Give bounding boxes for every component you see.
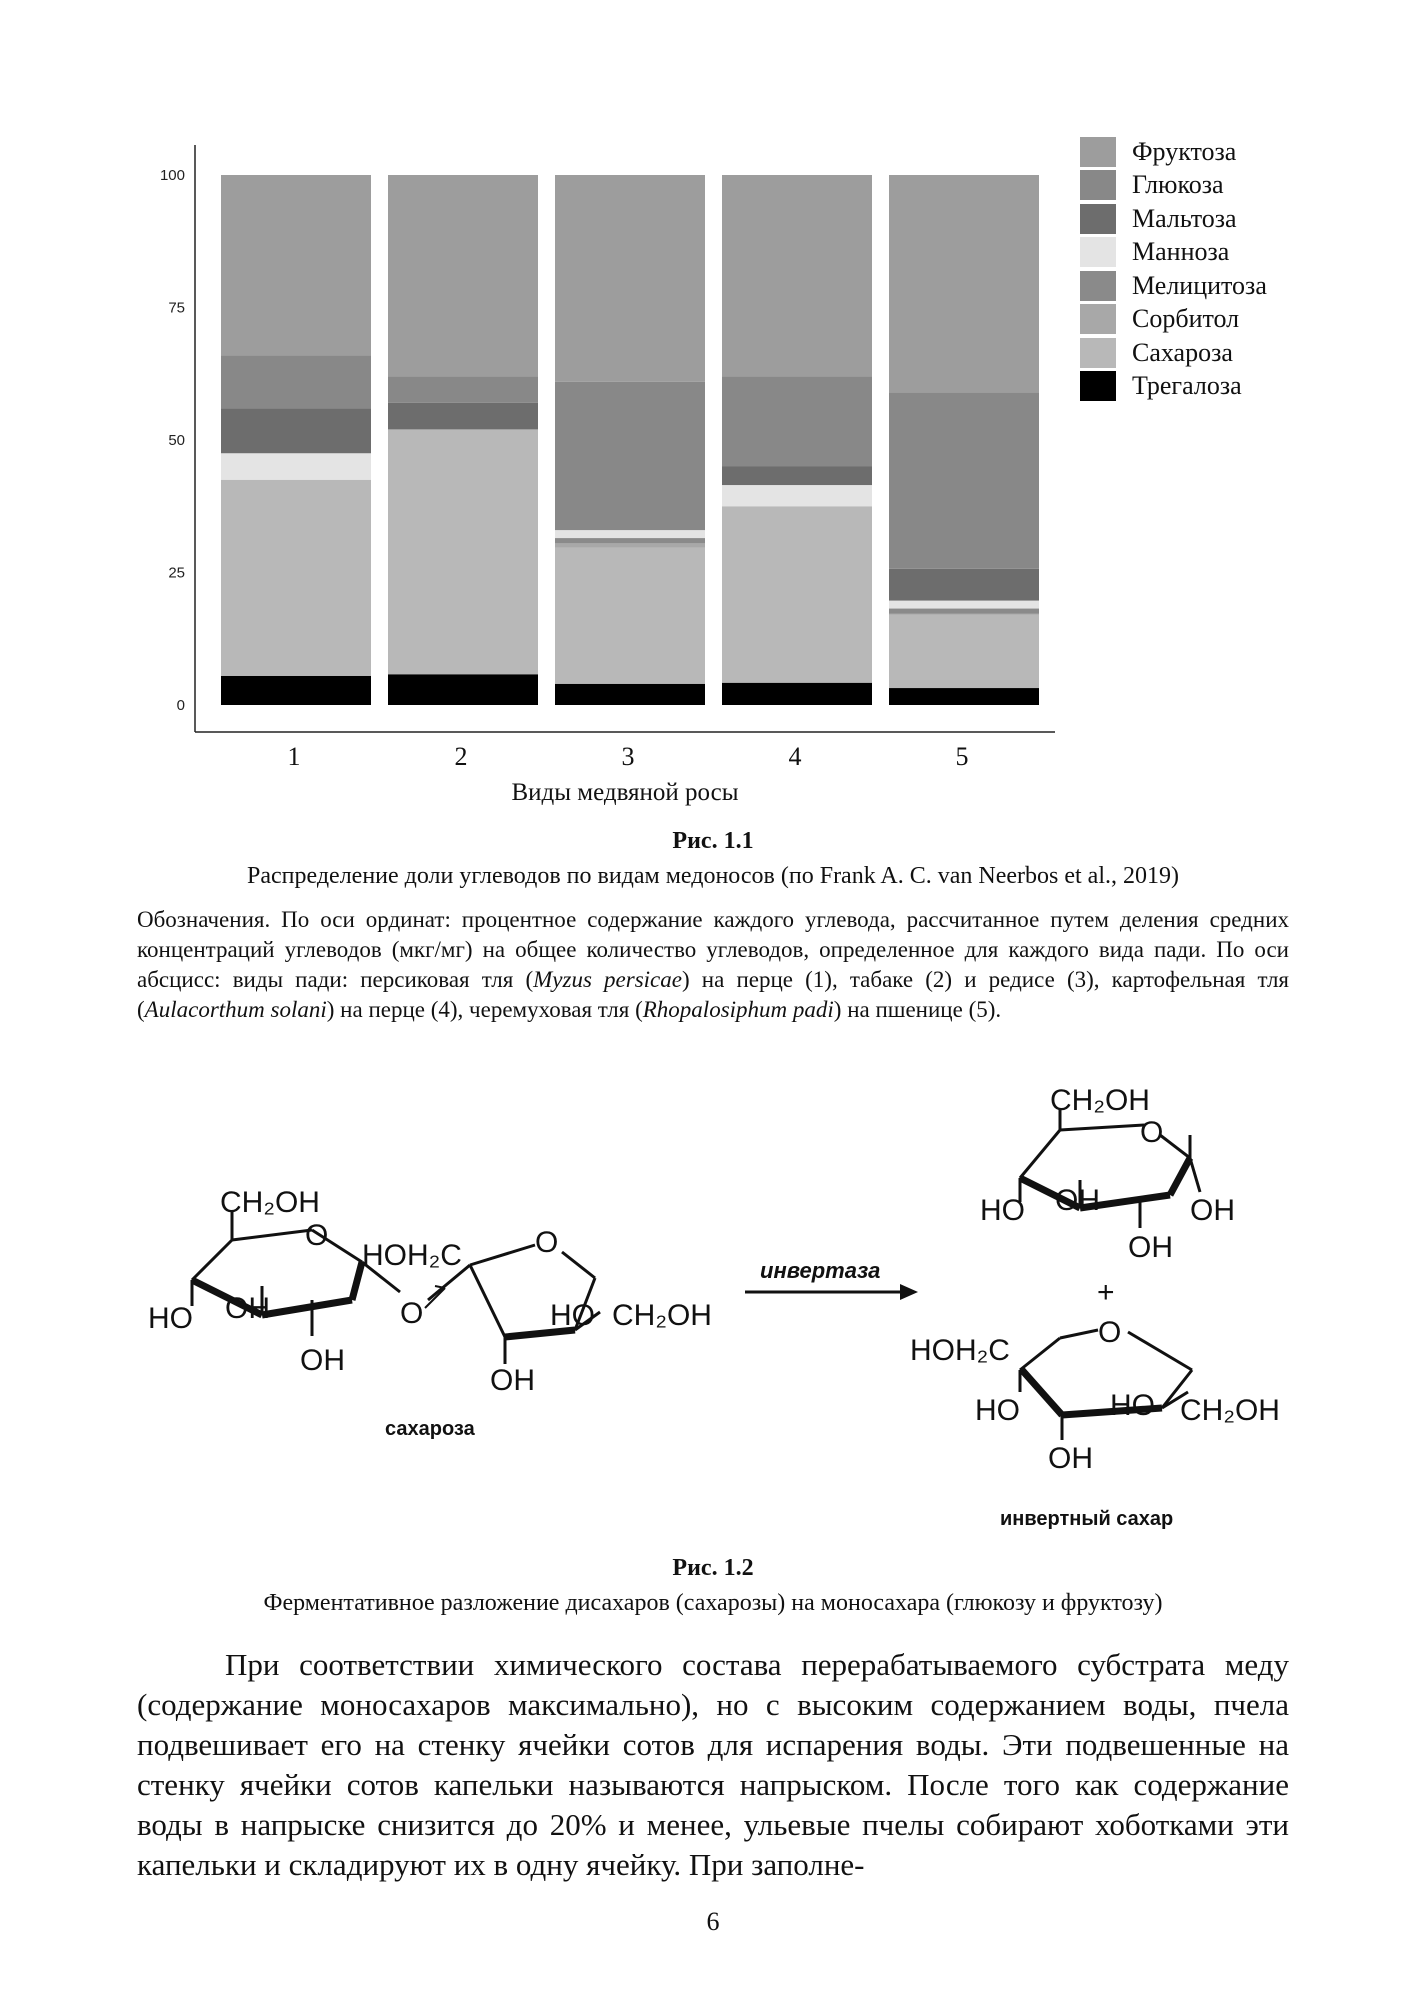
glucose-ch2oh: CH₂OH bbox=[1050, 1084, 1150, 1117]
legend-swatch bbox=[1080, 137, 1116, 167]
legend-label: Сахароза bbox=[1132, 337, 1233, 367]
sucrose-ho-left: HO bbox=[148, 1302, 193, 1335]
legend-label: Глюкоза bbox=[1132, 170, 1224, 200]
legend-item bbox=[1080, 202, 1267, 236]
legend-swatch bbox=[1080, 338, 1116, 368]
bar-segment bbox=[388, 175, 538, 376]
chart-legend bbox=[1080, 135, 1267, 403]
bar-segment bbox=[722, 683, 872, 705]
y-tick-label: 50 bbox=[168, 432, 185, 449]
bar-segment bbox=[388, 674, 538, 705]
bar-segment bbox=[388, 403, 538, 430]
sucrose-ch2oh-right: CH₂OH bbox=[612, 1299, 712, 1332]
invert-sugar-label: инвертный сахар bbox=[1000, 1508, 1174, 1530]
fructose-ho-left: HO bbox=[975, 1394, 1020, 1427]
sucrose-hoh2c: HOH₂C bbox=[362, 1239, 462, 1272]
species-rhopalosiphum: Rhopalosiphum padi bbox=[642, 997, 834, 1022]
plus-sign: + bbox=[1097, 1276, 1115, 1309]
species-aulacorthum: Aulacorthum solani bbox=[144, 997, 327, 1022]
x-tick-label: 2 bbox=[454, 742, 468, 771]
fructose-ho-right: HO bbox=[1110, 1389, 1155, 1422]
sucrose-glucose-ring bbox=[192, 1210, 400, 1336]
glucose-oh-bottom: OH bbox=[1128, 1231, 1173, 1264]
figure-1-caption: Распределение доли углеводов по видам медоносов (по Frank A. C. van Neerbos et al., 2019) bbox=[247, 863, 1179, 889]
enzyme-label: инвертаза bbox=[760, 1258, 881, 1283]
legend-item bbox=[1080, 169, 1267, 203]
legend-label: Трегалоза bbox=[1132, 371, 1242, 401]
fructose-hoh2c: HOH₂C bbox=[910, 1334, 1010, 1367]
legend-item bbox=[1080, 135, 1267, 169]
bar-segment bbox=[722, 467, 872, 486]
y-tick-label: 0 bbox=[176, 697, 185, 714]
bar-segment bbox=[889, 569, 1039, 601]
x-ticks bbox=[288, 742, 969, 771]
legend-swatch bbox=[1080, 204, 1116, 234]
sucrose-oh-bottom: OH bbox=[300, 1344, 345, 1377]
figure-1-title: Рис. 1.1 bbox=[672, 828, 754, 854]
bar-segment bbox=[555, 530, 705, 538]
legend-label: Мелицитоза bbox=[1132, 270, 1267, 300]
bar-segment bbox=[555, 382, 705, 530]
bar-segment bbox=[722, 485, 872, 506]
bar-segment bbox=[889, 175, 1039, 392]
bar-segment bbox=[555, 684, 705, 705]
sucrose-ring-o1: O bbox=[305, 1219, 329, 1252]
reaction-arrowhead bbox=[900, 1284, 918, 1300]
notes-text-3: ) на перце (4), черемуховая тля ( bbox=[326, 997, 643, 1022]
legend-label: Фруктоза bbox=[1132, 136, 1237, 166]
bar-segment bbox=[221, 480, 371, 676]
sucrose-ch2oh: CH₂OH bbox=[220, 1186, 320, 1219]
x-axis-label: Виды медвяной росы bbox=[511, 779, 739, 806]
bar-segment bbox=[555, 175, 705, 382]
bar-segment bbox=[889, 615, 1039, 688]
legend-item bbox=[1080, 336, 1267, 370]
sucrose-hydrolysis-scheme bbox=[0, 1080, 1426, 1550]
figure-notes bbox=[137, 905, 1289, 1025]
glucose-ring bbox=[1020, 1108, 1200, 1228]
bar-segment bbox=[221, 355, 371, 408]
glucose-oh-inner: OH bbox=[1055, 1184, 1100, 1217]
sucrose-ring-o2: O bbox=[535, 1226, 559, 1259]
fructose-oh-bottom: OH bbox=[1048, 1442, 1093, 1475]
bar-segment bbox=[722, 175, 872, 376]
sucrose-oh-inner: OH bbox=[225, 1292, 270, 1325]
glucose-ho: HO bbox=[980, 1194, 1025, 1227]
notes-text-4: ) на пшенице (5). bbox=[833, 997, 1002, 1022]
legend-label: Мальтоза bbox=[1132, 203, 1237, 233]
bar-segment bbox=[555, 548, 705, 684]
bar-segment bbox=[221, 676, 371, 705]
glucose-oh-right: OH bbox=[1190, 1194, 1235, 1227]
bar-segment bbox=[722, 376, 872, 466]
x-tick-label: 5 bbox=[955, 742, 969, 771]
bar-segment bbox=[555, 543, 705, 547]
notes-text-1: Обозначения. По оси ординат: процентное содержание каждого углевода, рассчитанное путем деления средних концентраций углеводов (мкг/мг) на общее количество углеводов, определенное для каждого вида пади. По оси абсцисс: виды пади: персиковая тля ( bbox=[137, 907, 1289, 992]
legend-swatch bbox=[1080, 237, 1116, 267]
sucrose-ho-right: HO bbox=[550, 1299, 595, 1332]
bar-segment bbox=[388, 429, 538, 674]
figure-2-title: Рис. 1.2 bbox=[672, 1555, 754, 1581]
legend-item bbox=[1080, 236, 1267, 270]
y-tick-label: 100 bbox=[159, 167, 185, 184]
sucrose-bridge-o: O bbox=[400, 1297, 424, 1330]
legend-swatch bbox=[1080, 304, 1116, 334]
fructose-ch2oh: CH₂OH bbox=[1180, 1394, 1280, 1427]
bar-segment bbox=[889, 392, 1039, 568]
legend-item bbox=[1080, 303, 1267, 337]
bar-segment bbox=[889, 609, 1039, 614]
x-tick-label: 3 bbox=[621, 742, 635, 771]
legend-label: Сорбитол bbox=[1132, 304, 1240, 334]
fructose-ring-o: O bbox=[1098, 1316, 1122, 1349]
legend-swatch bbox=[1080, 170, 1116, 200]
notes-text-2: ) на перце (1), табаке (2) и редисе (3), картофельная тля ( bbox=[137, 967, 1290, 1022]
figure-2-caption: Ферментативное разложение дисахаров (сахарозы) на моносахара (глюкозу и фруктозу) bbox=[263, 1590, 1163, 1616]
bar-segment bbox=[722, 506, 872, 682]
bar-segment bbox=[889, 601, 1039, 609]
sucrose-oh-bottom2: OH bbox=[490, 1364, 535, 1397]
stacked-bar-chart bbox=[120, 120, 1060, 810]
bar-segment bbox=[889, 688, 1039, 705]
page-number: 6 bbox=[706, 1907, 720, 1936]
bar-segment bbox=[388, 376, 538, 403]
glucose-ring-o: O bbox=[1140, 1116, 1164, 1149]
y-tick-label: 75 bbox=[168, 299, 185, 317]
sucrose-label: сахароза bbox=[385, 1418, 475, 1440]
legend-label: Манноза bbox=[1132, 237, 1230, 267]
legend-item bbox=[1080, 370, 1267, 404]
y-tick-label: 25 bbox=[168, 564, 185, 582]
bar-segment bbox=[221, 453, 371, 480]
bar-segment bbox=[221, 175, 371, 355]
x-tick-label: 1 bbox=[287, 742, 301, 771]
legend-item bbox=[1080, 269, 1267, 303]
y-ticks bbox=[160, 167, 185, 714]
bar-segment bbox=[221, 408, 371, 453]
x-tick-label: 4 bbox=[788, 742, 802, 771]
bar-segment bbox=[555, 538, 705, 543]
species-myzus: Myzus persicae bbox=[533, 967, 682, 992]
body-paragraph: При соответствии химического состава перерабатываемого субстрата меду (содержание моносахаров максимально), но с высоким содержанием воды, пчела подвешивает его на стенку ячейки сотов для испарения воды. Эти подвешенные на стенку ячейки сотов капельки называются напрыском. После того как содержание воды в напрыске снизится до 20% и менее, ульевые пчелы собирают хоботками эти капельки и складируют их в одну ячейку. При заполне- bbox=[137, 1647, 1289, 1882]
legend-swatch bbox=[1080, 271, 1116, 301]
legend-swatch bbox=[1080, 371, 1116, 401]
bar-segment bbox=[889, 614, 1039, 615]
plot-area bbox=[221, 175, 1039, 705]
